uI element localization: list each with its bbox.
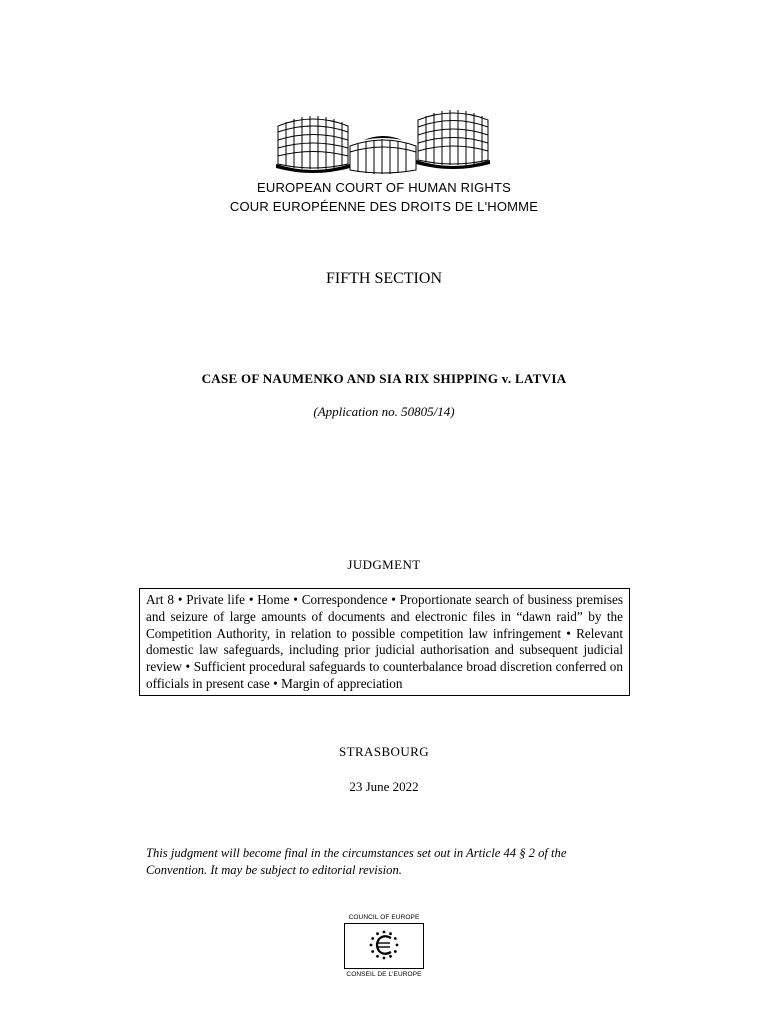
- judgment-label: JUDGMENT: [347, 557, 421, 572]
- coe-name-french: CONSEIL DE L'EUROPE: [346, 971, 422, 978]
- court-name-english: EUROPEAN COURT OF HUMAN RIGHTS: [257, 180, 511, 195]
- coe-name-english: COUNCIL OF EUROPE: [348, 914, 420, 921]
- judgment-date: 23 June 2022: [349, 779, 419, 794]
- application-number: (Application no. 50805/14): [313, 404, 455, 419]
- council-of-europe-emblem-icon: [344, 923, 424, 969]
- finality-note: This judgment will become final in the circumstances set out in Article 44 § 2 of the Convention. It may be subject to editorial revision.: [146, 846, 567, 877]
- council-of-europe-logo: [335, 914, 433, 980]
- court-building-emblem: [268, 106, 498, 178]
- section-title: FIFTH SECTION: [325, 270, 442, 287]
- place-label: STRASBOURG: [339, 744, 429, 759]
- court-name-french: COUR EUROPÉENNE DES DROITS DE L'HOMME: [229, 199, 539, 214]
- keywords-box: Art 8 • Private life • Home • Correspondence • Proportionate search of business premises and seizure of large amounts of documents and electronic files in “dawn raid” by the Competition Authority, in relation to possible competition law infringement • Relevant domestic law safeguards, including prior judicial authorisation and subsequent judicial review • Sufficient procedural safeguards to counterbalance broad discretion conferred on officials in present case • Margin of appreciation: [139, 588, 630, 696]
- case-title: CASE OF NAUMENKO AND SIA RIX SHIPPING v. LATVIA: [201, 371, 567, 386]
